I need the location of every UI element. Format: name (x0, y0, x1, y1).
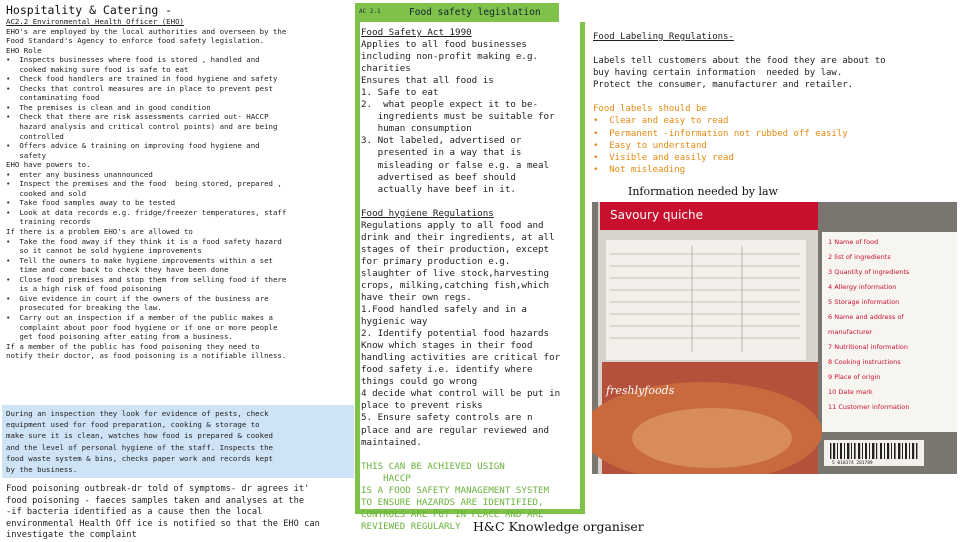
eho-text-line: EHO's are employed by the local authorities and overseen by the (6, 26, 287, 36)
section-header-label: Food safety legislation (409, 7, 541, 18)
spacer (361, 449, 583, 461)
info-point: 10 Date mark (828, 388, 873, 396)
legislation-text-line: CONTROLS ARE PUT IN PLACE AND ARE (361, 508, 544, 520)
eho-text-line: • Offers advice & training on improving food hygiene and (6, 141, 260, 151)
eho-text-line: hazard analysis and critical control points) and are being (6, 122, 278, 132)
eho-text-line: AC2.2 Environmental Health Officer (EHO) (6, 17, 184, 26)
eho-text-line: • Check food handlers are trained in food hygiene and safety (6, 74, 278, 84)
food-label-image (592, 202, 957, 474)
legislation-text-line: 1.Food handled safely and in a (361, 304, 527, 316)
legislation-text-line: food safety i.e. identify where (361, 364, 533, 376)
food-label-photo (592, 202, 957, 474)
eho-text-line: get food poisoning after eating from a business. (6, 332, 233, 342)
info-needed-title: Information needed by law (628, 185, 778, 198)
info-point: 5 Storage information (828, 298, 900, 306)
eho-text-line: • Tell the owners to make hygiene improvements within a set (6, 255, 273, 265)
labelling-text-line: • Visible and easily read (593, 152, 734, 163)
legislation-text-line: THIS CAN BE ACHIEVED USIGN (361, 460, 505, 472)
labelling-text-line: • Easy to understand (593, 140, 707, 151)
legislation-text-line: 5. Ensure safety controls are n (361, 412, 533, 424)
food-poisoning-line: Food poisoning outbreak-dr told of symptoms- dr agrees it' (6, 484, 310, 494)
food-poisoning-text (6, 484, 406, 542)
labelling-column (593, 31, 955, 176)
eho-text-line: • Inspects businesses where food is stored , handled and (6, 55, 260, 65)
legislation-text-line: charities (361, 63, 411, 75)
legislation-text-line: Food Safety Act 1990 (361, 27, 472, 38)
page-title: Hospitality & Catering - (6, 3, 173, 17)
inspection-text-line: by the business. (6, 465, 78, 475)
section-code: AC 2.1 (359, 8, 381, 15)
eho-text-line: prosecuted for breaking the law. (6, 303, 162, 313)
eho-text-line: • Inspect the premises and the food being stored, prepared , (6, 179, 282, 189)
legislation-text-line: Ensures that all food is (361, 75, 494, 87)
legislation-text-line: 1. Safe to eat (361, 87, 439, 99)
legislation-text-line: presented in a way that is (361, 147, 522, 159)
info-point: 2 list of ingredients (828, 253, 891, 261)
eho-text-line: • Checks that control measures are in place to prevent pest (6, 83, 273, 93)
inspection-text (6, 408, 352, 475)
eho-text-line: • Carry out an inspection if a member of the public makes a (6, 312, 273, 322)
legislation-text-line: human consumption (361, 123, 472, 135)
eho-text-line: training records (6, 217, 91, 227)
brand-label: Savoury quiche (610, 208, 704, 222)
labelling-text-line: Food Labeling Regulations- (593, 32, 734, 42)
eho-text-line: contaminating food (6, 93, 100, 103)
legislation-text-line: ingredients must be suitable for (361, 111, 555, 123)
eho-text-line: safety (6, 150, 47, 160)
labelling-text-line: buy having certain information needed by law. (593, 68, 843, 79)
legislation-text-line: hygienic way (361, 316, 428, 328)
info-point: 11 Customer information (828, 403, 910, 411)
eho-text-line: cooked making sure food is safe to eat (6, 64, 189, 74)
eho-text-line: is a high risk of food poisoning (6, 284, 162, 294)
legislation-text-line: REVIEWED REGULARLY (361, 520, 461, 532)
eho-text-line: • Take food samples away to be tested (6, 198, 176, 208)
legislation-text-line: drink and their ingredients, at all (361, 231, 555, 243)
eho-text-line: • Close food premises and stop them from selling food if there (6, 274, 287, 284)
legislation-text-line: HACCP (361, 472, 411, 484)
legislation-text-line: Regulations apply to all food and (361, 219, 544, 231)
inspection-text-line: make sure it is clean, watches how food is prepared & cooked (6, 431, 273, 441)
food-poisoning-line: environmental Health Off ice is notified so that the EHO can (6, 518, 320, 529)
eho-text-line: EHO have powers to. (6, 160, 91, 170)
eho-text-line: cooked and sold (6, 188, 87, 198)
eho-text-line: so it cannot be sold hygiene improvements (6, 246, 202, 256)
food-poisoning-line: food poisoning - faeces samples taken and analyses at the (6, 495, 305, 506)
eho-text-line: time and come back to check they have been done (6, 265, 229, 275)
legislation-text-line: handling activities are critical for (361, 352, 561, 364)
legislation-text-line: advertised as beef should (361, 171, 516, 183)
inspection-text-line: equipment used for food preparation, cooking & storage to (6, 420, 260, 430)
eho-text-line: complaint about poor food hygiene or if one or more people (6, 322, 278, 332)
legislation-text-line: misleading or false e.g. a meal (361, 159, 550, 171)
eho-text-line: If there is a problem EHO's are allowed to (6, 227, 193, 237)
footer-title: H&C Knowledge organiser (473, 519, 644, 534)
eho-text-line: • Take the food away if they think it is a food safety hazard (6, 236, 282, 246)
legislation-column (361, 27, 583, 533)
eho-text-line: • The premises is clean and in good condition (6, 102, 211, 112)
labelling-text-line: • Permanent -information not rubbed off easily (593, 128, 848, 139)
eho-text-line: controlled (6, 131, 64, 141)
brand-logo: freshlyfoods (606, 384, 675, 397)
barcode-digits: 5 018374 281789 (832, 461, 873, 466)
labelling-text-line: Labels tell customers about the food they are about to (593, 56, 886, 67)
info-point: 3 Quantity of ingredients (828, 268, 910, 276)
labelling-text-line: Food labels should be (593, 104, 707, 115)
legislation-text-line: 2. Identify potential food hazards (361, 328, 550, 340)
info-point: 4 Allergy information (828, 283, 897, 291)
food-poisoning-line: -if bacteria identified as a cause then the local (6, 507, 263, 518)
legislation-text-line: including non-profit making e.g. (361, 51, 539, 63)
eho-text-line: • Give evidence in court if the owners of the business are (6, 293, 269, 303)
eho-text-line: EHO Role (6, 45, 42, 55)
legislation-text-line: Food hygiene Regulations (361, 207, 494, 219)
eho-text-line: • Look at data records e.g. fridge/freezer temperatures, staff (6, 207, 287, 217)
legislation-text-line: Applies to all food businesses (361, 39, 527, 51)
info-point: manufacturer (828, 328, 873, 336)
legislation-text-line: 4 decide what control will be put in (361, 388, 561, 400)
eho-text-line: • enter any business unannounced (6, 169, 153, 179)
food-poisoning-line: investigate the complaint (6, 530, 137, 541)
info-point: 9 Place of origin (828, 373, 881, 381)
eho-text-line: Food Standard's Agency to enforce food safety legislation. (6, 36, 265, 46)
eho-column (6, 17, 352, 361)
info-point: 1 Name of food (828, 238, 879, 246)
eho-text-line: • Check that there are risk assessments carried out- HACCP (6, 112, 269, 122)
legislation-text-line: TO ENSURE HAZARDS ARE IDENTIFIED, (361, 496, 544, 508)
inspection-text-line: food waste system & bins, checks paper work and records kept (6, 453, 273, 463)
legislation-text-line: actually have beef in it. (361, 183, 516, 195)
spacer (361, 196, 583, 208)
legislation-text-line: place to prevent risks (361, 400, 483, 412)
section-header (355, 3, 559, 22)
legislation-text-line: for primary production e.g. (361, 255, 511, 267)
eho-text-line: If a member of the public has food poisoning they need to (6, 341, 260, 351)
info-point: 6 Name and address of (828, 313, 904, 321)
spacer (593, 91, 955, 103)
legislation-text-line: crops, milking,catching fish,which (361, 279, 550, 291)
legislation-text-line: things could go wrong (361, 376, 478, 388)
labelling-text-line: • Clear and easy to read (593, 116, 729, 127)
legislation-text-line: place and are regular reviewed and (361, 424, 550, 436)
legislation-text-line: maintained. (361, 436, 422, 448)
legislation-text-line: 2. what people expect it to be- (361, 99, 539, 111)
inspection-text-line: and the level of personal hygiene of the staff. Inspects the (6, 442, 273, 452)
inspection-text-line: During an inspection they look for evidence of pests, check (6, 409, 269, 418)
legislation-text-line: IS A FOOD SAFETY MANAGEMENT SYSTEM (361, 484, 550, 496)
spacer (593, 43, 955, 55)
legislation-text-line: slaughter of live stock,harvesting (361, 267, 550, 279)
labelling-text-line: Protect the consumer, manufacturer and retailer. (593, 80, 854, 91)
info-point: 8 Cooking instructions (828, 358, 901, 366)
eho-text-line: notify their doctor, as food poisoning is a notifiable illness. (6, 351, 287, 361)
legislation-text-line: Know which stages in their food (361, 340, 533, 352)
legislation-text-line: have their own regs. (361, 291, 472, 303)
legislation-text-line: stages of their production, except (361, 243, 550, 255)
labelling-text-line: • Not misleading (593, 164, 686, 175)
info-point: 7 Nutritional information (828, 343, 909, 351)
legislation-text-line: 3. Not labeled, advertised or (361, 135, 522, 147)
